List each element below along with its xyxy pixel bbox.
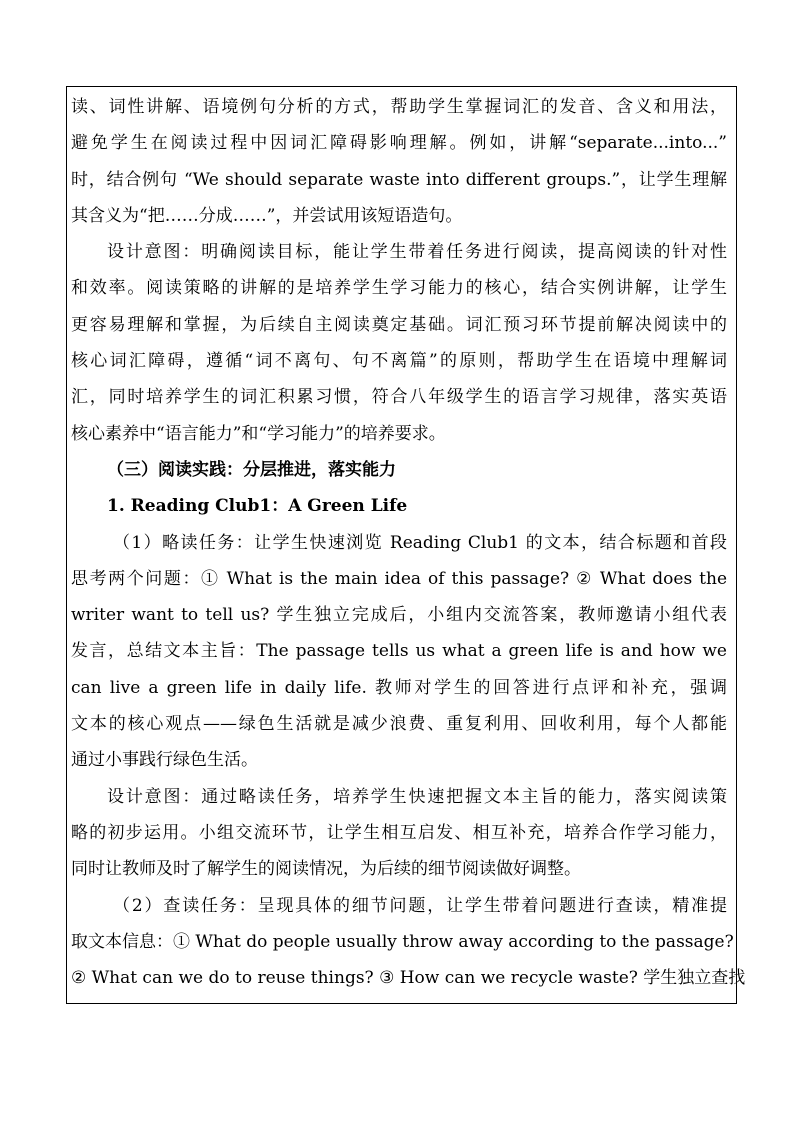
paragraph-line: writer want to tell us? 学生独立完成后，小组内交流答案，教师邀请小组代表 xyxy=(71,605,727,626)
paragraph-line: 读、词性讲解、语境例句分析的方式，帮助学生掌握词汇的发音、含义和用法， xyxy=(71,97,727,117)
paragraph-line: 略的初步运用。小组交流环节，让学生相互启发、相互补充，培养合作学习能力， xyxy=(71,822,727,843)
paragraph-line: （1）略读任务：让学生快速浏览 Reading Club1 的文本，结合标题和首段 xyxy=(113,532,727,553)
paragraph-line: 避免学生在阅读过程中因词汇障碍影响理解。例如，讲解“separate...into...” xyxy=(71,133,727,154)
paragraph-line: 其含义为“把……分成……”，并尝试用该短语造句。 xyxy=(71,205,463,226)
paragraph-line: 取文本信息：① What do people usually throw away according to the passage? xyxy=(71,931,734,952)
paragraph-line: 核心词汇障碍，遵循“词不离句、句不离篇”的原则，帮助学生在语境中理解词 xyxy=(71,351,727,372)
paragraph-line: 设计意图：通过略读任务，培养学生快速把握文本主旨的能力，落实阅读策 xyxy=(107,786,727,807)
paragraph-line: （2）查读任务：呈现具体的细节问题，让学生带着问题进行查读，精准提 xyxy=(113,895,727,916)
paragraph-line: 同时让教师及时了解学生的阅读情况，为后续的细节阅读做好调整。 xyxy=(71,859,581,880)
paragraph-line: 核心素养中“语言能力”和“学习能力”的培养要求。 xyxy=(71,423,446,444)
paragraph-line: 更容易理解和掌握，为后续自主阅读奠定基础。词汇预习环节提前解决阅读中的 xyxy=(71,314,727,335)
paragraph-line: 思考两个问题：① What is the main idea of this passage? ② What does the xyxy=(71,568,727,589)
paragraph-line: 汇，同时培养学生的词汇积累习惯，符合八年级学生的语言学习规律，落实英语 xyxy=(71,387,727,408)
subsection-heading: 1. Reading Club1：A Green Life xyxy=(107,496,408,517)
paragraph-line: can live a green life in daily life. 教师对学生的回答进行点评和补充，强调 xyxy=(71,677,727,698)
paragraph-line: 通过小事践行绿色生活。 xyxy=(71,750,258,771)
paragraph-line: ② What can we do to reuse things? ③ How can we recycle waste? 学生独立查找 xyxy=(71,968,746,989)
paragraph-line: 时，结合例句 “We should separate waste into different groups.”，让学生理解 xyxy=(71,169,727,190)
paragraph-line: 发言，总结文本主旨：The passage tells us what a green life is and how we xyxy=(71,641,727,662)
document-body xyxy=(71,89,746,996)
section-heading: （三）阅读实践：分层推进，落实能力 xyxy=(107,459,396,480)
paragraph-line: 文本的核心观点——绿色生活就是减少浪费、重复利用、回收利用，每个人都能 xyxy=(71,714,727,735)
paragraph-line: 设计意图：明确阅读目标，能让学生带着任务进行阅读，提高阅读的针对性 xyxy=(107,242,727,263)
paragraph-line: 和效率。阅读策略的讲解的是培养学生学习能力的核心，结合实例讲解，让学生 xyxy=(71,278,727,299)
